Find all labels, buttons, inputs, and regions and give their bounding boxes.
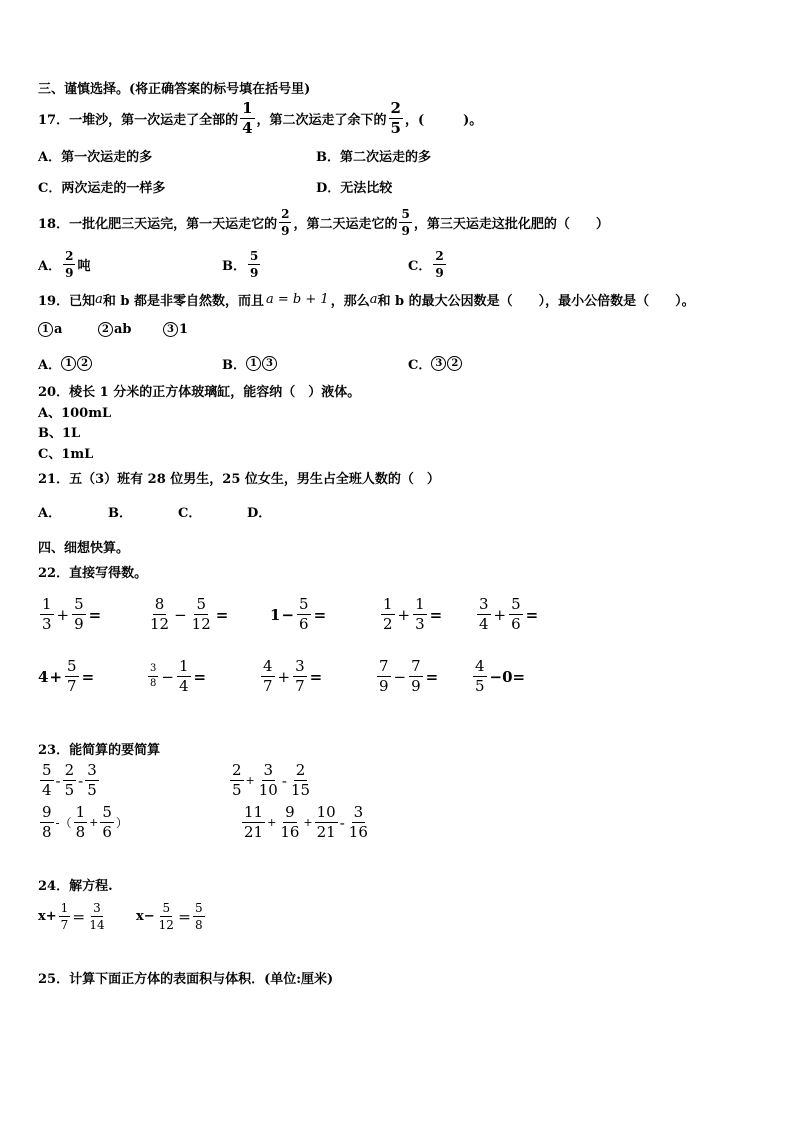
fraction: $\frac{2}{5}$ xyxy=(232,761,242,799)
circled-number: 1 xyxy=(61,356,76,371)
fraction: $\frac{5}{6}$ xyxy=(511,595,521,633)
fraction: $\frac{5}{6}$ xyxy=(102,803,112,841)
section-title-choice: 三、谨慎选择。(将正确答案的标号填在括号里) xyxy=(38,82,311,97)
fraction: $\frac{3}{10}$ xyxy=(258,761,278,799)
option-c[interactable]: C． xyxy=(178,506,202,521)
circled-number: 3 xyxy=(431,356,446,371)
option-c[interactable]: C．两次运走的一样多 xyxy=(38,181,166,196)
calc-expression: $\frac{4}{7}$ + $\frac{3}{7}$ = xyxy=(263,657,323,695)
calc-expression: $\frac{1}{3}$ + $\frac{5}{9}$ = xyxy=(42,595,102,633)
fraction: $\frac{8}{12}$ xyxy=(150,595,170,633)
fraction: $\frac{5}{4}$ xyxy=(42,761,52,799)
fraction: $\frac{2}{9}$ xyxy=(281,206,290,238)
circled-number: 2 xyxy=(447,356,462,371)
question-20: 20．棱长 1 分米的正方体玻璃缸，能容纳（ ）液体。 xyxy=(38,385,361,400)
option-d[interactable]: D． xyxy=(247,506,272,521)
fraction: $\frac{1}{4}$ xyxy=(242,98,253,137)
option-b[interactable]: B． $\frac{5}{9}$ xyxy=(222,248,259,280)
calc-expression: 4 + $\frac{5}{7}$ = xyxy=(38,657,95,695)
fraction: $\frac{3}{8}$ xyxy=(150,663,157,689)
simplify-expression: $\frac{11}{21}$ + $\frac{9}{16}$ + $\frac{10}{21}$ - $\frac{3}{16}$ xyxy=(244,803,368,841)
fraction: $\frac{9}{8}$ xyxy=(42,803,52,841)
choice-item-2: 2 ab xyxy=(98,322,132,337)
choice-item-1: 1 a xyxy=(38,322,62,337)
fraction: $\frac{3}{7}$ xyxy=(295,657,305,695)
fraction: $\frac{1}{4}$ xyxy=(178,657,189,695)
question-18 xyxy=(38,203,609,241)
fraction: $\frac{4}{7}$ xyxy=(263,657,273,695)
option-c[interactable]: C． 3 2 xyxy=(408,354,463,373)
simplify-expression: $\frac{2}{5}$ + $\frac{3}{10}$ - $\frac{2}{15}$ xyxy=(232,761,311,799)
fraction: $\frac{3}{4}$ xyxy=(479,595,489,633)
simplify-expression: $\frac{9}{8}$ -（ $\frac{1}{8}$ + $\frac{5}{6}$ ） xyxy=(42,803,128,841)
fraction: $\frac{5}{9}$ xyxy=(401,206,410,238)
calc-expression: $\frac{4}{5}$ −0= xyxy=(475,657,526,695)
option-a[interactable]: A、100mL xyxy=(38,406,112,421)
option-b[interactable]: B．第二次运走的多 xyxy=(316,150,431,165)
fraction: $\frac{1}{3}$ xyxy=(415,595,425,633)
fraction: $\frac{2}{5}$ xyxy=(64,761,75,799)
option-d[interactable]: D．无法比较 xyxy=(316,181,393,196)
fraction: $\frac{2}{5}$ xyxy=(390,98,401,137)
question-23-title: 23．能简算的要简算 xyxy=(38,743,161,758)
question-25: 25．计算下面正方体的表面积与体积．(单位:厘米) xyxy=(38,972,334,987)
option-b[interactable]: B． 1 3 xyxy=(222,354,278,373)
question-17 xyxy=(38,98,482,138)
calc-expression: $\frac{7}{9}$ − $\frac{7}{9}$ = xyxy=(379,657,439,695)
fraction: $\frac{5}{7}$ xyxy=(67,657,77,695)
q18-text-pre: 18．一批化肥三天运完，第一天运走它的 xyxy=(38,216,278,232)
calc-expression: $\frac{3}{4}$ + $\frac{5}{6}$ = xyxy=(479,595,539,633)
q18-text-post: ，第三天运走这批化肥的（ ） xyxy=(413,216,609,232)
fraction: $\frac{5}{6}$ xyxy=(299,595,309,633)
fraction: $\frac{1}{3}$ xyxy=(42,595,52,633)
option-b[interactable]: B． xyxy=(108,506,132,521)
fraction: $\frac{5}{8}$ xyxy=(194,901,203,932)
option-a[interactable]: A． xyxy=(38,506,62,521)
q18-text-mid: ，第二天运走它的 xyxy=(293,216,398,232)
simplify-expression: $\frac{5}{4}$ - $\frac{2}{5}$ - $\frac{3}{5}$ xyxy=(42,761,97,799)
fraction: $\frac{1}{2}$ xyxy=(383,595,393,633)
fraction: $\frac{5}{9}$ xyxy=(250,248,259,280)
question-22-title: 22．直接写得数。 xyxy=(38,566,148,581)
equation: x− $\frac{5}{12}$ ＝ $\frac{5}{8}$ xyxy=(136,901,203,932)
q17-text-post: ，( )。 xyxy=(404,112,483,128)
circled-number: 2 xyxy=(77,356,92,371)
fraction: $\frac{4}{5}$ xyxy=(475,657,485,695)
fraction: $\frac{1}{7}$ xyxy=(60,901,69,932)
circled-number: 1 xyxy=(38,322,53,337)
calc-expression: $\frac{1}{2}$ + $\frac{1}{3}$ = xyxy=(383,595,443,633)
option-a[interactable]: A．第一次运走的多 xyxy=(38,150,153,165)
calc-expression: $\frac{3}{8}$ − $\frac{1}{4}$ = xyxy=(150,657,207,695)
q17-text-pre: 17．一堆沙，第一次运走了全部的 xyxy=(38,112,239,128)
fraction: $\frac{5}{12}$ xyxy=(158,901,174,932)
fraction: $\frac{1}{8}$ xyxy=(75,803,86,841)
fraction: $\frac{3}{14}$ xyxy=(89,901,105,932)
q17-text-mid: ，第二次运走了余下的 xyxy=(256,112,387,128)
fraction: $\frac{7}{9}$ xyxy=(379,657,389,695)
option-c[interactable]: C． $\frac{2}{9}$ xyxy=(408,248,444,280)
section-title-calc: 四、细想快算。 xyxy=(38,541,130,556)
question-19: 19．已知 a 和 b 都是非零自然数，而且 a = b + 1 ，那么 a 和 b 的最大公因数是（ ），最小公倍数是（ ）。 xyxy=(38,291,695,309)
choice-item-3: 3 1 xyxy=(163,322,188,337)
fraction: $\frac{5}{12}$ xyxy=(191,595,211,633)
fraction: $\frac{10}{21}$ xyxy=(316,803,336,841)
fraction: $\frac{5}{9}$ xyxy=(74,595,84,633)
fraction: $\frac{2}{9}$ xyxy=(65,248,74,280)
fraction: $\frac{2}{15}$ xyxy=(290,761,311,799)
calc-expression: 1 − $\frac{5}{6}$ = xyxy=(270,595,327,633)
circled-number: 2 xyxy=(98,322,113,337)
option-c[interactable]: C、1mL xyxy=(38,447,94,462)
circled-number: 1 xyxy=(246,356,261,371)
fraction: $\frac{3}{5}$ xyxy=(87,761,97,799)
calc-expression: $\frac{8}{12}$ − $\frac{5}{12}$ = xyxy=(150,595,229,633)
circled-number: 3 xyxy=(163,322,178,337)
question-21: 21．五（3）班有 28 位男生，25 位女生，男生占全班人数的（ ） xyxy=(38,472,440,487)
fraction: $\frac{3}{16}$ xyxy=(348,803,368,841)
circled-number: 3 xyxy=(262,356,277,371)
equation: x+ $\frac{1}{7}$ ＝ $\frac{3}{14}$ xyxy=(38,901,105,932)
question-24-title: 24．解方程. xyxy=(38,879,113,894)
fraction: $\frac{9}{16}$ xyxy=(280,803,300,841)
option-b[interactable]: B、1L xyxy=(38,426,81,441)
fraction: $\frac{2}{9}$ xyxy=(435,248,444,280)
option-a[interactable]: A． 1 2 xyxy=(38,354,93,373)
fraction: $\frac{7}{9}$ xyxy=(411,657,421,695)
option-a[interactable]: A． $\frac{2}{9}$ 吨 xyxy=(38,248,91,280)
fraction: $\frac{11}{21}$ xyxy=(244,803,264,841)
